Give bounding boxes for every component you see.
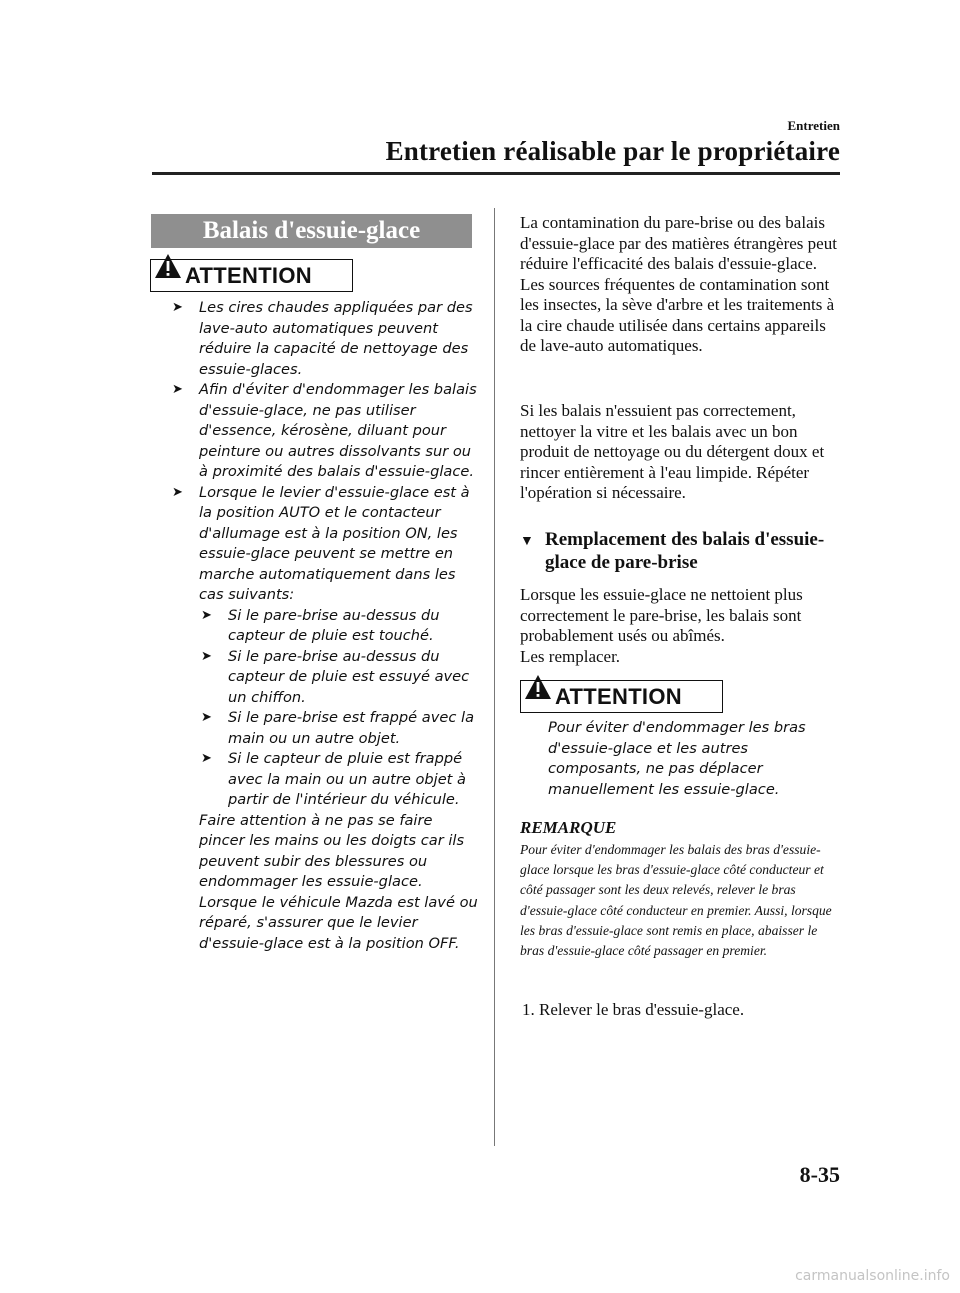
arrow-bullet-icon: ➤ xyxy=(201,607,212,623)
paragraph-contamination: La contamination du pare-brise ou des balais d'essuie-glace par des matières étrangères peut réduire l'efficacité des balais d'essuie-glace. Les sources fréquentes de contamination sont les insectes, la sève d'arbre et les traitements à la cire chaude utilisée dans certains appareils de lave-auto automatiques. xyxy=(520,213,837,355)
note-title: REMARQUE xyxy=(520,818,617,837)
sub-list xyxy=(199,606,480,811)
note-text: Pour éviter d'endommager les balais des bras d'essuie-glace lorsque les bras d'essuie-glace côté conducteur et côté passager sont les deux relevés, relever le bras d'essuie-glace côté conducteur en premier. Aussi, lorsque les bras d'essuie-glace sont remis en place, abaisser le bras d'essuie-glace côté passager en premier. xyxy=(520,842,832,959)
sub-list-item: ➤ Si le pare-brise au-dessus du capteur de pluie est touché. xyxy=(201,606,440,644)
list-item: ➤ Lorsque le levier d'essuie-glace est à la position AUTO et le contacteur d'allumage est à la position ON, les essuie-glace peuvent se mettre en marche automatiquement dans les cas suivants: ➤ Si le pare-brise au-dessus du capteur de pluie est touché. ➤ Si le pare-brise au-dessus du capteur de pluie est essuyé avec un chiffon. ➤ Si le pare-brise est frappé avec la main ou un autre objet. ➤ Si le capteur de pluie est frappé avec la main ou un autre objet à partir de l'intérieur du véhicule. xyxy=(170,483,480,811)
attention-label: ATTENTION xyxy=(555,684,682,709)
list-item: ➤ Afin d'éviter d'endommager les balais d'essuie-glace, ne pas utiliser d'essence, kérosène, diluant pour peinture ou autres dissolvants sur ou à proximité des balais d'essuie-glace. xyxy=(172,381,477,480)
section-title: Balais d'essuie-glace xyxy=(151,214,472,248)
header-section-label: Entretien xyxy=(787,118,840,133)
attention-label: ATTENTION xyxy=(185,263,312,288)
header-title: Entretien réalisable par le propriétaire xyxy=(385,136,840,166)
subsection-heading: ▼ Remplacement des balais d'essuie-glace de pare-brise xyxy=(520,529,825,573)
arrow-bullet-icon: ➤ xyxy=(201,710,212,725)
attention-box xyxy=(150,259,353,292)
sub-list-item: ➤ Si le pare-brise est frappé avec la main ou un autre objet. xyxy=(201,709,475,747)
sub-list-item: ➤ Si le pare-brise au-dessus du capteur de pluie est essuyé avec un chiffon. xyxy=(201,647,470,706)
page-number: 8-35 xyxy=(799,1162,840,1187)
list-paragraph: Faire attention à ne pas se faire pincer les mains ou les doigts car ils peuvent subir des blessures ou endommager les essuie-glace. Lorsque le véhicule Mazda est lavé ou réparé, s'assurer que le levier d'essuie-glace est à la position OFF. xyxy=(199,811,478,952)
list-item: ➤ Les cires chaudes appliquées par des lave-auto automatiques peuvent réduire la capacité de nettoyage des essuie-glaces. xyxy=(172,299,473,378)
attention-text: Pour éviter d'endommager les bras d'essuie-glace et les autres composants, ne pas déplacer manuellement les essuie-glace. xyxy=(548,719,806,798)
watermark: carmanualsonline.info xyxy=(795,1268,950,1284)
arrow-bullet-icon: ➤ xyxy=(201,751,212,766)
arrow-bullet-icon: ➤ xyxy=(172,382,183,397)
paragraph-replacement: Lorsque les essuie-glace ne nettoient plus correctement le pare-brise, les balais sont probablement usés ou abîmés. Les remplacer. xyxy=(520,585,803,666)
warning-triangle-icon xyxy=(153,251,183,281)
warning-triangle-icon xyxy=(523,672,553,702)
triangle-down-icon: ▼ xyxy=(520,534,534,549)
paragraph-cleaning: Si les balais n'essuient pas correctement, nettoyer la vitre et les balais avec un bon produit de nettoyage ou du détergent doux et rincer entièrement à l'eau limpide. Répéter l'opération si nécessaire. xyxy=(520,401,825,502)
header-rule xyxy=(152,172,840,175)
arrow-bullet-icon: ➤ xyxy=(201,648,212,664)
sub-list-item: ➤ Si le capteur de pluie est frappé avec la main ou un autre objet à partir de l'intérieur du véhicule. xyxy=(201,750,466,808)
attention-box xyxy=(520,680,723,713)
step-item: 1. Relever le bras d'essuie-glace. xyxy=(522,1000,745,1019)
arrow-bullet-icon: ➤ xyxy=(172,484,183,500)
arrow-bullet-icon: ➤ xyxy=(172,300,183,315)
attention-list xyxy=(170,298,480,954)
column-divider xyxy=(494,208,495,1146)
